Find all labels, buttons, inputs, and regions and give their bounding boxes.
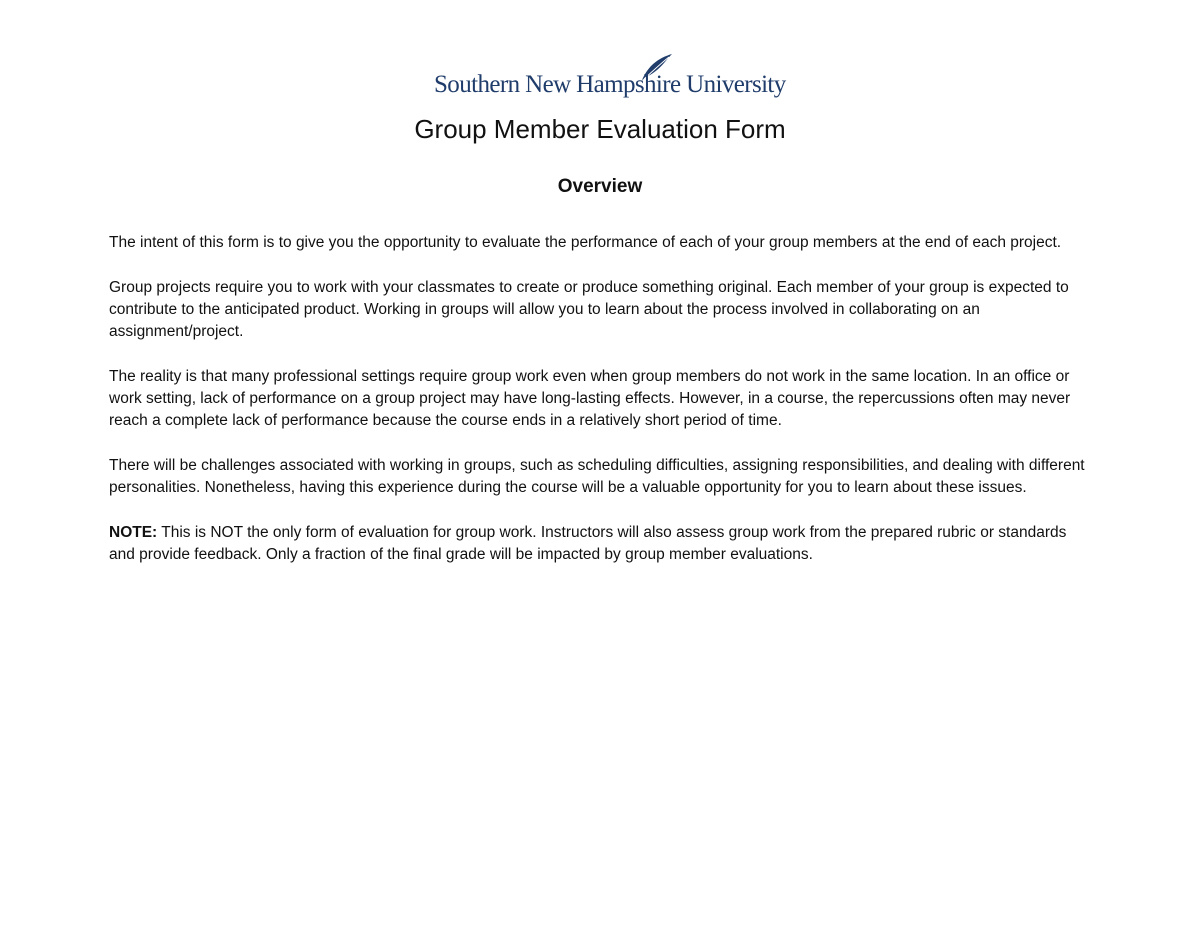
- paragraph-reality: The reality is that many professional settings require group work even when group members do not work in the same location. In an office or work setting, lack of performance on a group project may have long-lasting effects. However, in a course, the repercussions often may never reach a complete lack of performance because the course ends in a relatively short period of time.: [109, 367, 1071, 430]
- logo-text: Southern New Hampshire University: [434, 71, 786, 98]
- university-logo: [434, 52, 786, 104]
- paragraph-group-projects: Group projects require you to work with your classmates to create or produce something original. Each member of your group is expected to contribute to the anticipated product. Working in groups will allow you to learn about the process involved in collaborating on an assignment/project.: [109, 278, 1069, 341]
- paragraph-intent: The intent of this form is to give you the opportunity to evaluate the performance of each of your group members at the end of each project.: [109, 234, 1062, 251]
- paragraph-challenges: There will be challenges associated with working in groups, such as scheduling difficulties, assigning responsibilities, and dealing with different personalities. Nonetheless, having this experience during the course will be a valuable opportunity for you to learn about these issues.: [109, 456, 1085, 497]
- page-title: Group Member Evaluation Form: [414, 114, 786, 144]
- section-heading: Overview: [557, 176, 643, 197]
- paragraph-note: [109, 522, 1094, 567]
- note-label: NOTE:: [109, 523, 158, 541]
- note-text: This is NOT the only form of evaluation for group work. Instructors will also assess group work from the prepared rubric or standards and provide feedback. Only a fraction of the final grade will be impacted by group member evaluations.: [109, 523, 1067, 564]
- document-body: [109, 232, 1094, 589]
